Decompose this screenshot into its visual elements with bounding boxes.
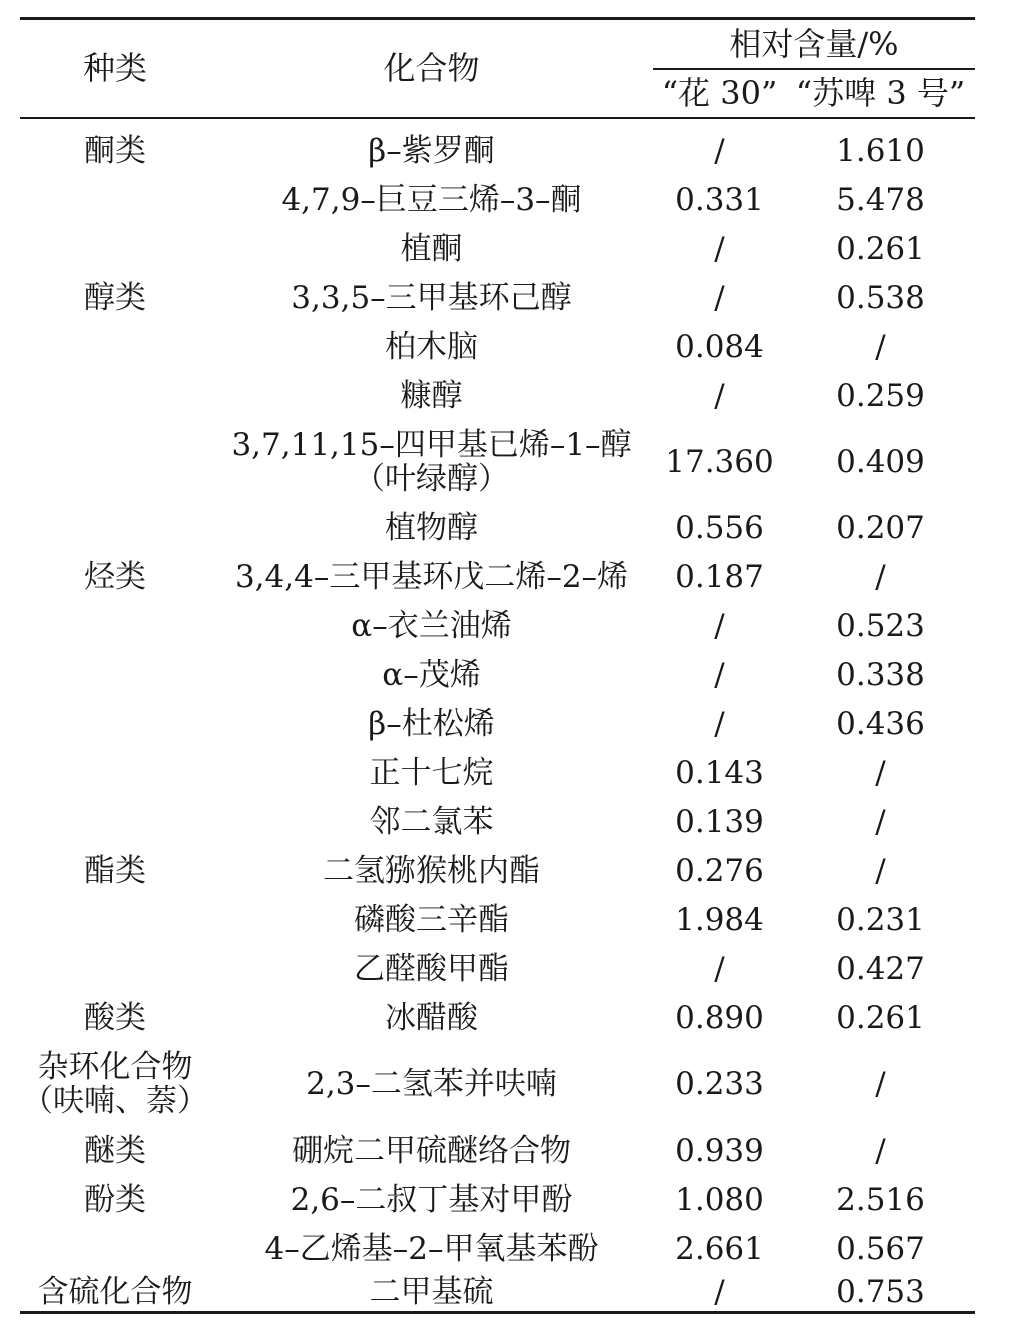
row-category (20, 1050, 210, 1118)
row-value-variety-a: 0.084 (675, 328, 764, 365)
header-variety-b: “苏啤 3 号” (795, 74, 966, 112)
row-value-variety-b: 0.436 (836, 705, 925, 742)
row-category: 含硫化合物 (37, 1274, 193, 1310)
row-value-variety-a: 0.233 (675, 1066, 764, 1102)
row-category-line1: 杂环化合物 (37, 1049, 193, 1085)
row-category-line2: （呋喃、萘） (22, 1083, 208, 1119)
header-compound: 化合物 (383, 49, 480, 87)
row-category: 酸类 (84, 999, 146, 1036)
row-category: 烃类 (84, 558, 146, 595)
row-value-variety-a: 0.276 (675, 852, 764, 889)
row-value-variety-b: 2.516 (836, 1181, 925, 1218)
row-compound: α–茂烯 (382, 656, 481, 693)
row-value-variety-b: 0.567 (836, 1230, 925, 1267)
row-value-variety-a: 0.143 (675, 754, 764, 791)
row-compound (210, 428, 653, 496)
row-compound: 正十七烷 (369, 754, 494, 791)
row-compound: 4–乙烯基–2–甲氧基苯酚 (264, 1230, 599, 1267)
row-compound: 柏木脑 (385, 328, 478, 365)
row-value-variety-a: / (714, 705, 725, 742)
row-value-variety-a: 0.939 (675, 1132, 764, 1169)
row-value-variety-a: 0.331 (675, 181, 764, 218)
row-compound: 植酮 (400, 230, 463, 267)
row-value-variety-b: 0.538 (836, 279, 925, 316)
row-compound: 3,4,4–三甲基环戊二烯–2–烯 (234, 558, 629, 595)
row-value-variety-a: / (714, 656, 725, 693)
row-category: 酚类 (84, 1181, 146, 1218)
row-compound: 二甲基硫 (369, 1274, 494, 1310)
row-value-variety-a: 2.661 (675, 1230, 764, 1267)
row-category: 酮类 (84, 132, 146, 169)
row-value-variety-a: 0.187 (675, 558, 764, 595)
row-value-variety-b: / (875, 754, 886, 791)
row-category: 酯类 (84, 852, 146, 889)
row-compound: 磷酸三辛酯 (354, 901, 509, 938)
row-compound: β–杜松烯 (368, 705, 495, 742)
row-value-variety-a: / (714, 230, 725, 267)
row-value-variety-a: 1.984 (675, 901, 764, 938)
row-compound: 二氢猕猴桃内酯 (323, 852, 540, 889)
table-bottom-rule (20, 1311, 975, 1314)
row-compound: α–衣兰油烯 (351, 607, 512, 644)
row-compound-line1: 3,7,11,15–四甲基已烯–1–醇 (231, 426, 632, 463)
row-compound: 植物醇 (385, 509, 478, 546)
row-value-variety-b: / (875, 328, 886, 365)
row-compound: 2,6–二叔丁基对甲酚 (290, 1181, 573, 1218)
row-value-variety-b: 0.409 (836, 443, 925, 480)
row-value-variety-b: 0.338 (836, 656, 925, 693)
header-category: 种类 (82, 49, 147, 87)
row-value-variety-a: 0.139 (675, 803, 764, 840)
header-sub-rule (653, 68, 975, 70)
row-compound: β–紫罗酮 (368, 132, 495, 169)
header-variety-a: “花 30” (661, 74, 778, 112)
table-top-rule (20, 17, 975, 20)
row-value-variety-a: / (714, 279, 725, 316)
row-value-variety-b: 0.261 (836, 999, 925, 1036)
row-compound: 3,3,5–三甲基环己醇 (291, 279, 572, 316)
header-relative-content: 相对含量/% (729, 25, 899, 63)
row-value-variety-b: 5.478 (836, 181, 925, 218)
row-value-variety-b: 0.259 (836, 377, 925, 414)
row-value-variety-a: 0.556 (675, 509, 764, 546)
row-value-variety-b: 0.523 (836, 607, 925, 644)
row-value-variety-a: / (714, 1274, 725, 1310)
row-value-variety-b: / (875, 803, 886, 840)
row-category: 醚类 (84, 1132, 146, 1169)
row-value-variety-b: 0.207 (836, 509, 925, 546)
row-value-variety-b: 1.610 (836, 132, 925, 169)
row-value-variety-a: 0.890 (675, 999, 764, 1036)
row-value-variety-b: 0.231 (836, 901, 925, 938)
row-compound: 邻二氯苯 (369, 803, 494, 840)
row-compound: 冰醋酸 (385, 999, 478, 1036)
row-category: 醇类 (84, 279, 146, 316)
row-value-variety-b: 0.427 (836, 950, 925, 987)
row-compound: 硼烷二甲硫醚络合物 (292, 1132, 571, 1169)
row-value-variety-a: / (714, 377, 725, 414)
row-value-variety-b: / (875, 1132, 886, 1169)
row-value-variety-b: / (875, 852, 886, 889)
row-value-variety-b: 0.753 (836, 1274, 925, 1310)
row-value-variety-b: / (875, 558, 886, 595)
row-value-variety-a: 1.080 (675, 1181, 764, 1218)
row-value-variety-a: / (714, 607, 725, 644)
row-value-variety-a: / (714, 950, 725, 987)
row-value-variety-b: 0.261 (836, 230, 925, 267)
row-value-variety-b: / (875, 1066, 886, 1102)
row-value-variety-a: / (714, 132, 725, 169)
row-compound: 4,7,9–巨豆三烯–3–酮 (281, 181, 582, 218)
header-bottom-rule (20, 117, 975, 119)
row-value-variety-a: 17.360 (665, 443, 774, 480)
row-compound-line2: （叶绿醇） (354, 460, 509, 497)
row-compound: 2,3–二氢苯并呋喃 (306, 1066, 557, 1102)
row-compound: 乙醛酸甲酯 (354, 950, 509, 987)
row-compound: 糠醇 (400, 377, 463, 414)
